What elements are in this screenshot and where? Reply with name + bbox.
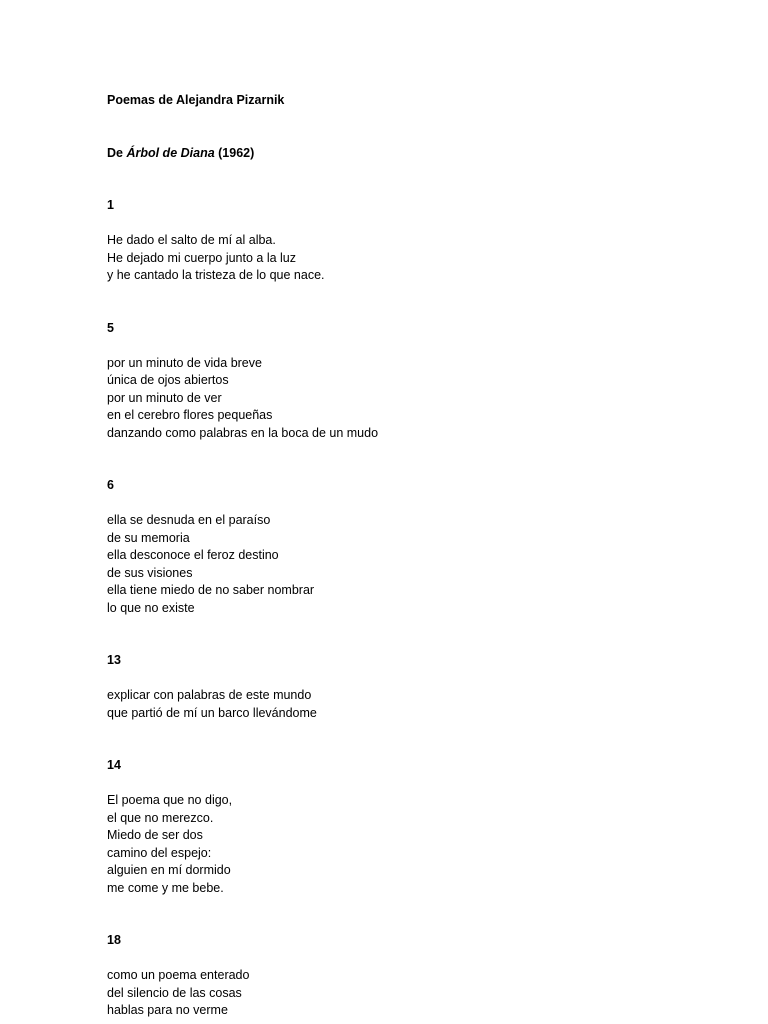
poem-number: 13	[107, 653, 121, 667]
poem-line: alguien en mí dormido	[107, 863, 231, 877]
poem-block	[107, 477, 707, 617]
poem-block	[107, 652, 707, 722]
poem-line: de sus visiones	[107, 565, 193, 580]
poem-line: El poema que no digo,	[107, 793, 233, 807]
section-prefix: De	[107, 145, 127, 160]
poem-line: por un minuto de vida breve	[107, 355, 262, 370]
poem-lines	[107, 687, 707, 722]
poem-line: ella desconoce el feroz destino	[107, 548, 279, 562]
poem-lines	[107, 792, 707, 897]
poem-line: y he cantado la tristeza de lo que nace.	[107, 268, 325, 282]
poem-line: ella tiene miedo de no saber nombrar	[107, 583, 315, 597]
poem-line: que partió de mí un barco llevándome	[107, 705, 317, 720]
poem-number: 18	[107, 933, 121, 947]
poem-line: danzando como palabras en la boca de un mudo	[107, 425, 379, 440]
poem-line: el que no merezco.	[107, 810, 214, 825]
poem-block	[107, 757, 707, 897]
poem-lines	[107, 355, 707, 443]
section-heading	[107, 145, 707, 163]
poem-line: en el cerebro flores pequeñas	[107, 408, 273, 422]
poem-number: 5	[107, 320, 114, 335]
poem-block	[107, 320, 707, 443]
poem-number: 14	[107, 758, 121, 772]
poem-line: lo que no existe	[107, 600, 195, 615]
document-title: Poemas de Alejandra Pizarnik	[107, 93, 285, 107]
document-body	[107, 92, 707, 1020]
poem-number: 6	[107, 478, 114, 492]
book-year: (1962)	[214, 145, 255, 160]
poem-block	[107, 932, 707, 1020]
poem-line: por un minuto de ver	[107, 390, 222, 405]
poem-line: explicar con palabras de este mundo	[107, 688, 312, 702]
poem-number: 1	[107, 198, 114, 212]
poem-lines	[107, 512, 707, 617]
poem-line: He dejado mi cuerpo junto a la luz	[107, 250, 297, 265]
poem-line: del silencio de las cosas	[107, 985, 242, 1000]
poem-line: como un poema enterado	[107, 968, 250, 982]
poem-line: He dado el salto de mí al alba.	[107, 233, 276, 247]
poem-line: única de ojos abiertos	[107, 373, 229, 387]
poem-lines	[107, 967, 707, 1020]
poem-list	[107, 197, 707, 1020]
poem-lines	[107, 232, 707, 285]
poem-line: de su memoria	[107, 530, 190, 545]
poem-line: me come y me bebe.	[107, 880, 224, 895]
poem-line: ella se desnuda en el paraíso	[107, 513, 271, 527]
book-title: Árbol de Diana	[126, 145, 215, 160]
poem-block	[107, 197, 707, 285]
poem-line: hablas para no verme	[107, 1003, 228, 1017]
poem-line: Miedo de ser dos	[107, 828, 203, 842]
poem-line: camino del espejo:	[107, 845, 212, 860]
